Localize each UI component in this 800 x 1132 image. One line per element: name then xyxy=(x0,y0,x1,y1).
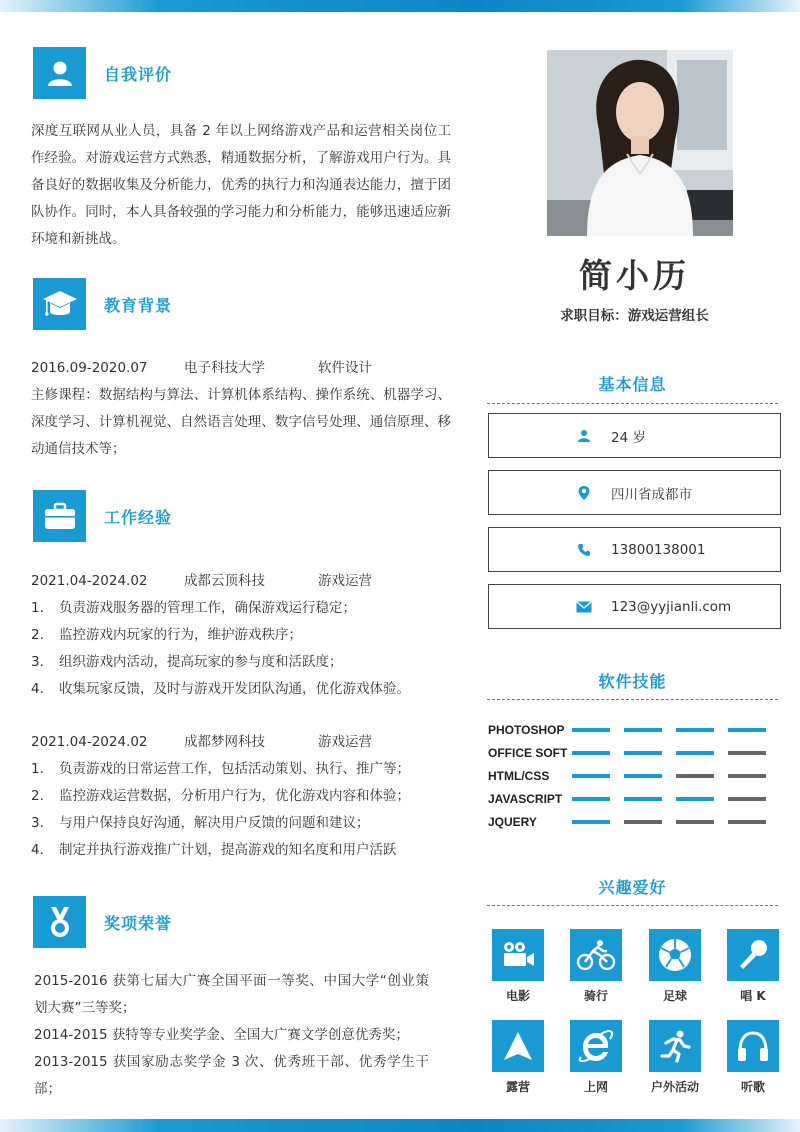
hobby-internet xyxy=(569,1020,623,1095)
hobbies-title: 兴趣爱好 xyxy=(598,878,667,897)
medal-icon xyxy=(33,896,86,948)
list-number: 3. xyxy=(31,815,44,831)
list-text: 负责游戏的日常运营工作，包括活动策划、执行、推广等； xyxy=(59,761,410,777)
work-role: 游戏运营 xyxy=(318,573,372,589)
camping-tent-icon xyxy=(492,1020,544,1072)
education-block xyxy=(31,355,451,463)
skill-bar-filled xyxy=(676,751,714,755)
top-accent-bar xyxy=(0,0,800,12)
skill-name: JAVASCRIPT xyxy=(488,792,563,806)
phone-icon xyxy=(569,543,599,557)
list-item xyxy=(31,783,451,810)
self-eval-title: 自我评价 xyxy=(104,64,173,84)
skill-bar-empty xyxy=(728,751,766,755)
hobby-label: 唱 K xyxy=(740,989,766,1003)
skill-bar-filled xyxy=(624,797,662,801)
education-title: 教育背景 xyxy=(104,295,173,315)
skill-bar-filled xyxy=(572,728,610,732)
work-period: 2021.04-2024.02 xyxy=(31,734,148,750)
skill-bar-filled xyxy=(728,728,766,732)
skill-level-bars xyxy=(572,728,780,732)
graduation-cap-icon xyxy=(33,278,86,330)
skill-level-bars xyxy=(572,774,780,778)
list-number: 2. xyxy=(31,627,44,643)
work-job-1 xyxy=(31,568,451,703)
skill-row xyxy=(488,743,780,763)
education-courses: 主修课程：数据结构与算法、计算机体系结构、操作系统、机器学习、深度学习、计算机视觉、自然语言处理、数字信号处理、通信原理、移动通信技术等； xyxy=(31,387,451,457)
hobby-football xyxy=(648,929,702,1004)
headphones-icon xyxy=(727,1020,779,1072)
list-number: 3. xyxy=(31,654,44,670)
skill-bar-empty xyxy=(728,797,766,801)
info-age xyxy=(488,413,781,458)
skills-divider xyxy=(487,699,778,700)
person-icon xyxy=(569,429,599,443)
hobby-movie xyxy=(491,929,545,1004)
info-text: 13800138001 xyxy=(611,541,706,558)
skill-bar-filled xyxy=(676,797,714,801)
skill-row xyxy=(488,789,780,809)
microphone-icon xyxy=(727,929,779,981)
hobby-music xyxy=(726,1020,780,1095)
education-period: 2016.09-2020.07 xyxy=(31,360,148,376)
cycling-icon xyxy=(570,929,622,981)
basic-info-title: 基本信息 xyxy=(598,375,667,394)
skill-bar-filled xyxy=(624,751,662,755)
list-text: 制定并执行游戏推广计划，提高游戏的知名度和用户活跃 xyxy=(59,842,397,858)
hobby-label: 电影 xyxy=(505,989,530,1003)
info-text: 四川省成都市 xyxy=(611,486,692,503)
skill-level-bars xyxy=(572,751,780,755)
info-location xyxy=(488,470,781,515)
running-icon xyxy=(649,1020,701,1072)
hobby-karaoke xyxy=(726,929,780,1004)
basic-info-divider xyxy=(487,403,778,404)
list-number: 4. xyxy=(31,681,44,697)
work-job-header xyxy=(31,568,451,595)
list-item xyxy=(31,756,451,783)
list-text: 收集玩家反馈，及时与游戏开发团队沟通，优化游戏体验。 xyxy=(59,681,410,697)
skill-bar-filled xyxy=(624,774,662,778)
skill-row xyxy=(488,766,780,786)
skill-bar-empty xyxy=(728,774,766,778)
work-company: 成都云顶科技 xyxy=(184,573,265,589)
internet-explorer-icon xyxy=(570,1020,622,1072)
award-line: 2014-2015 获特等专业奖学金、全国大广赛文学创意优秀奖； xyxy=(34,1027,409,1043)
info-text: 24 岁 xyxy=(611,429,646,446)
awards-title: 奖项荣誉 xyxy=(104,913,173,933)
education-school: 电子科技大学 xyxy=(184,360,265,376)
skill-row xyxy=(488,812,780,832)
list-item xyxy=(31,649,451,676)
hobby-label: 上网 xyxy=(583,1080,608,1094)
profile-name: 简小历 xyxy=(579,256,690,295)
hobby-label: 听歌 xyxy=(740,1080,765,1094)
hobby-outdoor xyxy=(648,1020,702,1095)
work-job-header xyxy=(31,729,451,756)
list-text: 组织游戏内活动，提高玩家的参与度和活跃度； xyxy=(59,654,343,670)
skill-name: HTML/CSS xyxy=(488,769,550,783)
skill-name: OFFICE SOFT xyxy=(488,746,568,760)
awards-block xyxy=(34,968,429,1103)
profile-photo xyxy=(547,50,733,236)
skill-row xyxy=(488,720,780,740)
skill-bar-filled xyxy=(572,751,610,755)
hobby-label: 足球 xyxy=(662,989,687,1003)
hobbies-divider xyxy=(487,905,778,906)
list-text: 负责游戏服务器的管理工作，确保游戏运行稳定； xyxy=(59,600,356,616)
football-icon xyxy=(649,929,701,981)
award-line: 2015-2016 获第七届大广赛全国平面一等奖、中国大学“创业策划大赛”三等奖； xyxy=(34,973,429,1016)
list-number: 2. xyxy=(31,788,44,804)
info-email xyxy=(488,584,781,629)
list-text: 与用户保持良好沟通，解决用户反馈的问题和建议； xyxy=(59,815,370,831)
skill-bar-filled xyxy=(572,797,610,801)
list-text: 监控游戏运营数据，分析用户行为，优化游戏内容和体验； xyxy=(59,788,410,804)
info-text: 123@yyjianli.com xyxy=(611,598,732,615)
skill-bar-filled xyxy=(624,728,662,732)
work-company: 成都梦网科技 xyxy=(184,734,265,750)
education-row xyxy=(31,355,451,382)
list-item xyxy=(31,595,451,622)
skill-bar-empty xyxy=(676,820,714,824)
list-item xyxy=(31,837,451,864)
briefcase-icon xyxy=(33,490,86,542)
work-header xyxy=(33,490,172,542)
skill-level-bars xyxy=(572,820,780,824)
hobby-label: 户外活动 xyxy=(650,1080,699,1094)
self-eval-text: 深度互联网从业人员，具备 2 年以上网络游戏产品和运营相关岗位工作经验。对游戏运营方式熟悉，精通数据分析，了解游戏用户行为。具备良好的数据收集及分析能力，优秀的执行力和沟通表达能力，擅于团队协作。同时，本人具备较强的学习能力和分析能力，能够迅速适应新环境和新挑战。 xyxy=(31,123,451,247)
awards-header xyxy=(33,896,172,948)
work-job-2 xyxy=(31,729,451,864)
education-header xyxy=(33,278,172,330)
skill-level-bars xyxy=(572,797,780,801)
skill-bar-empty xyxy=(676,774,714,778)
skill-name: JQUERY xyxy=(488,815,537,829)
hobby-camping xyxy=(491,1020,545,1095)
list-number: 4. xyxy=(31,842,44,858)
list-item xyxy=(31,676,451,703)
skill-bar-filled xyxy=(676,728,714,732)
award-line: 2013-2015 获国家励志奖学金 3 次、优秀班干部、优秀学生干部； xyxy=(34,1054,429,1097)
skill-bar-empty xyxy=(624,820,662,824)
hobby-label: 骑行 xyxy=(583,989,608,1003)
list-number: 1. xyxy=(31,600,44,616)
skills-title: 软件技能 xyxy=(598,672,667,691)
mail-icon xyxy=(569,601,599,613)
hobby-cycling xyxy=(569,929,623,1004)
list-number: 1. xyxy=(31,761,44,777)
list-item xyxy=(31,810,451,837)
education-major: 软件设计 xyxy=(318,360,372,376)
list-item xyxy=(31,622,451,649)
person-icon xyxy=(33,47,86,99)
skill-bar-filled xyxy=(572,820,610,824)
self-eval-header xyxy=(33,47,172,99)
work-period: 2021.04-2024.02 xyxy=(31,573,148,589)
work-role: 游戏运营 xyxy=(318,734,372,750)
list-text: 监控游戏内玩家的行为，维护游戏秩序； xyxy=(59,627,302,643)
info-phone xyxy=(488,527,781,572)
bottom-accent-bar xyxy=(0,1119,800,1132)
location-pin-icon xyxy=(569,485,599,501)
movie-camera-icon xyxy=(492,929,544,981)
job-target: 求职目标：游戏运营组长 xyxy=(560,308,709,324)
skill-bar-filled xyxy=(572,774,610,778)
skill-bar-empty xyxy=(728,820,766,824)
skill-name: PHOTOSHOP xyxy=(488,723,565,737)
work-title: 工作经验 xyxy=(104,507,173,527)
hobby-label: 露营 xyxy=(505,1080,530,1094)
